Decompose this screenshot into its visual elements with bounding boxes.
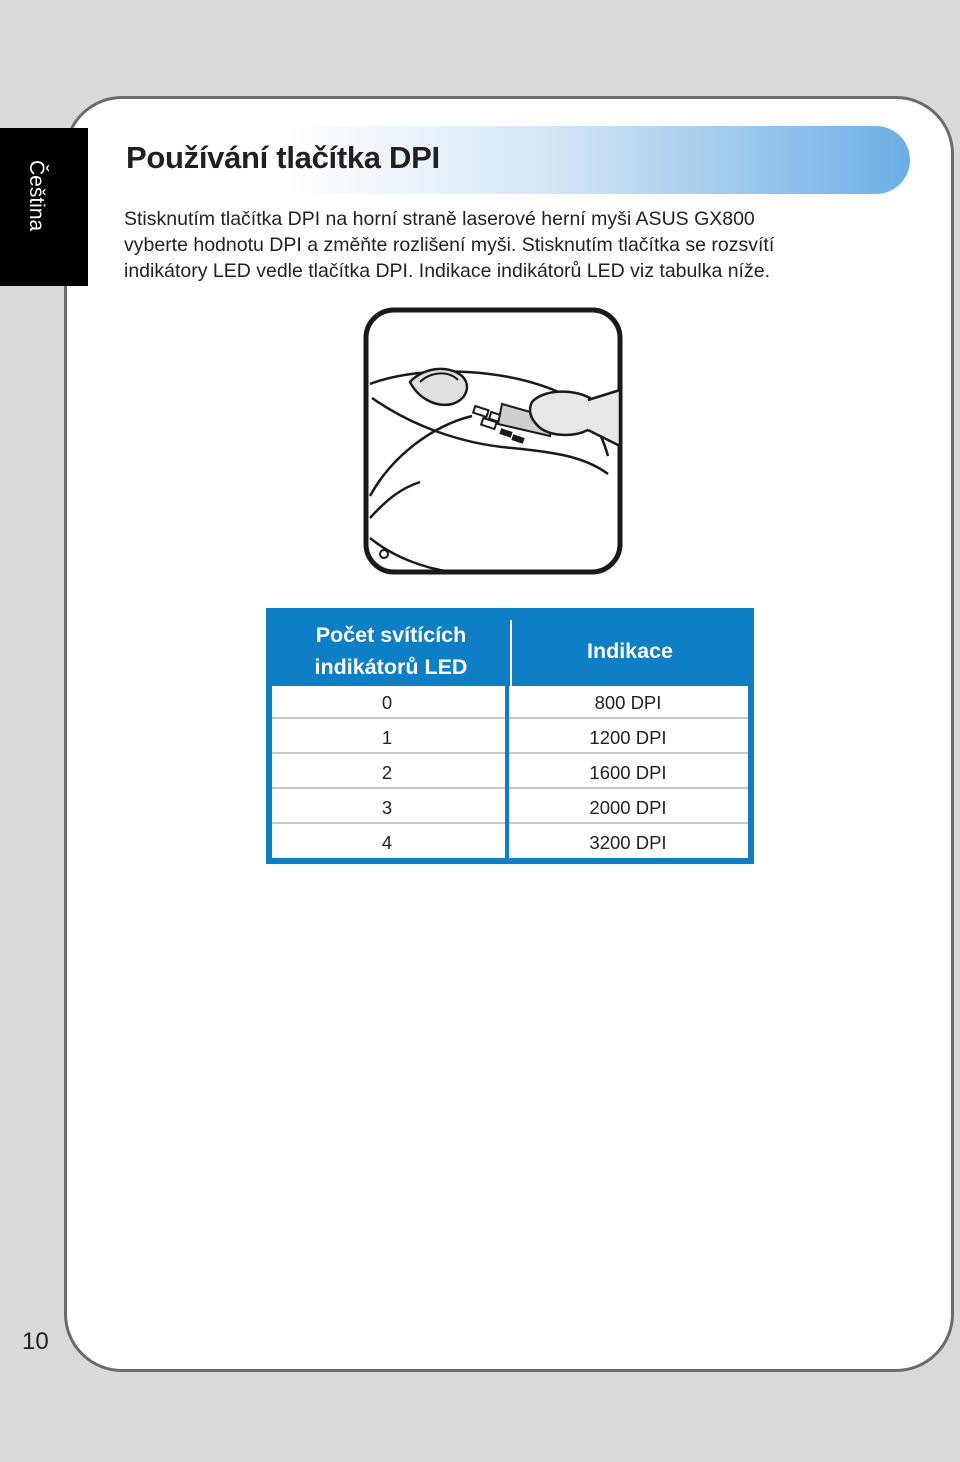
language-tab-label: Čeština [25,160,48,232]
indication-cell: 1200 DPI [589,727,667,748]
table-row [272,686,748,719]
led-indication-table [266,608,754,864]
mouse-dpi-button-illustration [362,306,624,576]
intro-paragraph [124,206,884,284]
intro-line-1: Stisknutím tlačítka DPI na horní straně laserové herní myši ASUS GX800 [124,208,755,230]
table-row [272,791,748,824]
table-row [272,756,748,789]
indication-cell: 3200 DPI [589,832,667,853]
led-count-cell: 4 [381,832,393,853]
header-led-count [272,614,510,688]
page-title: Používání tlačítka DPI [126,140,440,175]
indication-cell: 1600 DPI [589,762,667,783]
table-row [272,721,748,754]
led-count-cell: 1 [381,727,393,748]
page-number: 10 [22,1328,49,1355]
indication-cell: 800 DPI [594,692,662,713]
intro-line-3: indikátory LED vedle tlačítka DPI. Indikace indikátorů LED viz tabulka níže. [124,260,770,282]
table-body [272,686,748,858]
header-led-count-line-2: indikátorů LED [314,655,468,679]
column-divider [505,686,509,858]
led-count-cell: 0 [381,692,393,713]
header-led-count-line-1: Počet svítících [315,623,467,647]
table-row [272,826,748,859]
header-indication: Indikace [586,639,674,663]
table-header [272,614,748,688]
led-count-cell: 2 [381,762,393,783]
indication-cell: 2000 DPI [589,797,667,818]
intro-line-2: vyberte hodnotu DPI a změňte rozlišení myši. Stisknutím tlačítka se rozsvítí [124,234,775,256]
led-count-cell: 3 [381,797,393,818]
